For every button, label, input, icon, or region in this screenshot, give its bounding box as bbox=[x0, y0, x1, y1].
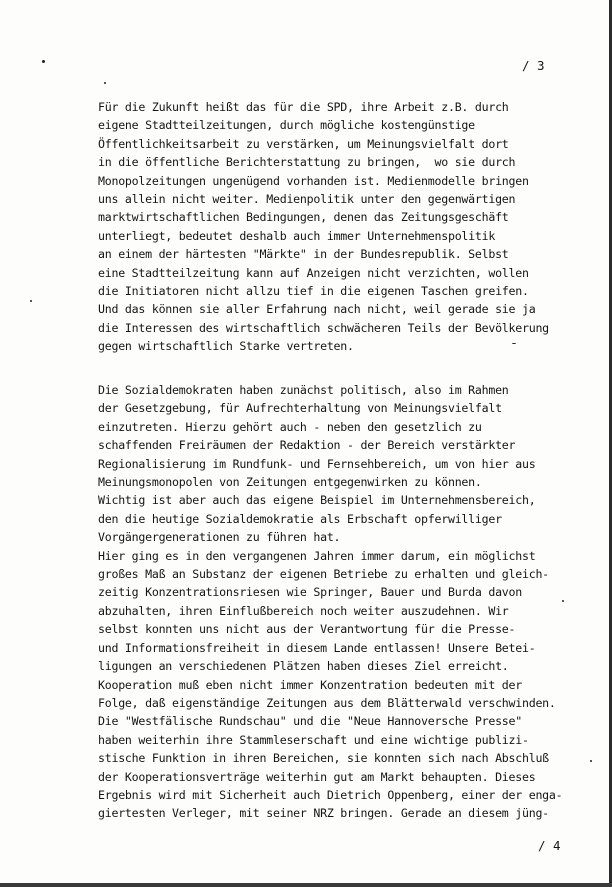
text-line: eine Stadtteilzeitung kann auf Anzeigen nicht verzichten, wollen bbox=[98, 265, 529, 280]
text-line: einzutreten. Hierzu gehört auch - neben den gesetzlich zu bbox=[98, 419, 482, 434]
text-line: Meinungsmonopolen von Zeitungen entgegenwirken zu können. bbox=[98, 475, 482, 490]
text-line: stische Funktion in ihren Bereichen, sie konnten sich nach Abschluß bbox=[98, 751, 549, 766]
text-line: die Initiatoren nicht allzu tief in die eigenen Taschen greifen. bbox=[98, 284, 529, 299]
text-line: ligungen an verschiedenen Plätzen haben dieses Ziel erreicht. bbox=[98, 659, 509, 674]
paragraph-1 bbox=[98, 98, 603, 356]
scan-speck bbox=[30, 300, 32, 302]
text-line: uns allein nicht weiter. Medienpolitik unter den gegenwärtigen bbox=[98, 192, 516, 207]
text-line: marktwirtschaftlichen Bedingungen, denen das Zeitungsgeschäft bbox=[98, 210, 509, 225]
text-line: Für die Zukunft heißt das für die SPD, ihre Arbeit z.B. durch bbox=[98, 100, 509, 114]
text-line: Folge, daß eigenständige Zeitungen aus dem Blätterwald verschwinden. bbox=[98, 695, 556, 710]
page-number-top: / 3 bbox=[522, 58, 545, 73]
text-line: Ergebnis wird mit Sicherheit auch Dietrich Oppenberg, einer der enga- bbox=[98, 787, 563, 802]
page-number-bottom: / 4 bbox=[538, 838, 561, 853]
text-line: die Interessen des wirtschaftlich schwächeren Teils der Bevölkerung bbox=[98, 320, 549, 335]
text-line: zeitig Konzentrationsriesen wie Springer, Bauer und Burda davon bbox=[98, 585, 522, 600]
scan-speck bbox=[104, 82, 106, 84]
text-line: Monopolzeitungen ungenügend vorhanden ist. Medienmodelle bringen bbox=[98, 173, 529, 188]
paragraph-2 bbox=[98, 381, 603, 823]
text-line: an einem der härtesten "Märkte" in der Bundesrepublik. Selbst bbox=[98, 247, 509, 262]
text-line: den die heutige Sozialdemokratie als Erbschaft opferwilliger bbox=[98, 511, 502, 526]
scan-edge-bottom bbox=[0, 883, 612, 887]
text-line: Vorgängergenerationen zu führen hat. bbox=[98, 530, 341, 545]
text-line: großes Maß an Substanz der eigenen Betriebe zu erhalten und gleich- bbox=[98, 567, 549, 582]
text-line: schaffenden Freiräumen der Redaktion - der Bereich verstärkter bbox=[98, 438, 516, 453]
text-line: selbst konnten uns nicht aus der Verantwortung für die Presse- bbox=[98, 622, 516, 637]
text-line: haben weiterhin ihre Stammleserschaft und eine wichtige publizi- bbox=[98, 732, 529, 747]
text-line: der Gesetzgebung, für Aufrechterhaltung von Meinungsvielfalt bbox=[98, 401, 502, 416]
text-line: in die öffentliche Berichterstattung zu bringen, wo sie durch bbox=[98, 155, 516, 170]
text-line: unterliegt, bedeutet deshalb auch immer Unternehmenspolitik bbox=[98, 228, 496, 243]
text-line: Öffentlichkeitsarbeit zu verstärken, um Meinungsvielfalt dort bbox=[98, 136, 509, 151]
text-line: Die Sozialdemokraten haben zunächst politisch, also im Rahmen bbox=[98, 383, 509, 397]
text-line: Wichtig ist aber auch das eigene Beispiel im Unternehmensbereich, bbox=[98, 493, 536, 508]
text-line: Hier ging es in den vergangenen Jahren immer darum, ein möglichst bbox=[98, 548, 536, 563]
text-line: der Kooperationsverträge weiterhin gut am Markt behaupten. Dieses bbox=[98, 769, 536, 784]
text-line: abzuhalten, ihren Einflußbereich noch weiter auszudehnen. Wir bbox=[98, 603, 509, 618]
text-line: Und das können sie aller Erfahrung nach nicht, weil gerade sie ja bbox=[98, 302, 536, 317]
text-line: Die "Westfälische Rundschau" und die "Neue Hannoversche Presse" bbox=[98, 714, 522, 729]
scan-speck bbox=[42, 60, 45, 63]
text-line: giertesten Verleger, mit seiner NRZ bringen. Gerade an diesem jüng- bbox=[98, 806, 549, 821]
text-line: Kooperation muß eben nicht immer Konzentration bedeuten mit der bbox=[98, 677, 522, 692]
text-line: Regionalisierung im Rundfunk- und Fernsehbereich, um von hier aus bbox=[98, 456, 536, 471]
text-line: gegen wirtschaftlich Starke vertreten. bbox=[98, 339, 354, 354]
text-line: und Informationsfreiheit in diesem Lande entlassen! Unsere Betei- bbox=[98, 640, 536, 655]
text-line: eigene Stadtteilzeitungen, durch mögliche kostengünstige bbox=[98, 118, 475, 133]
